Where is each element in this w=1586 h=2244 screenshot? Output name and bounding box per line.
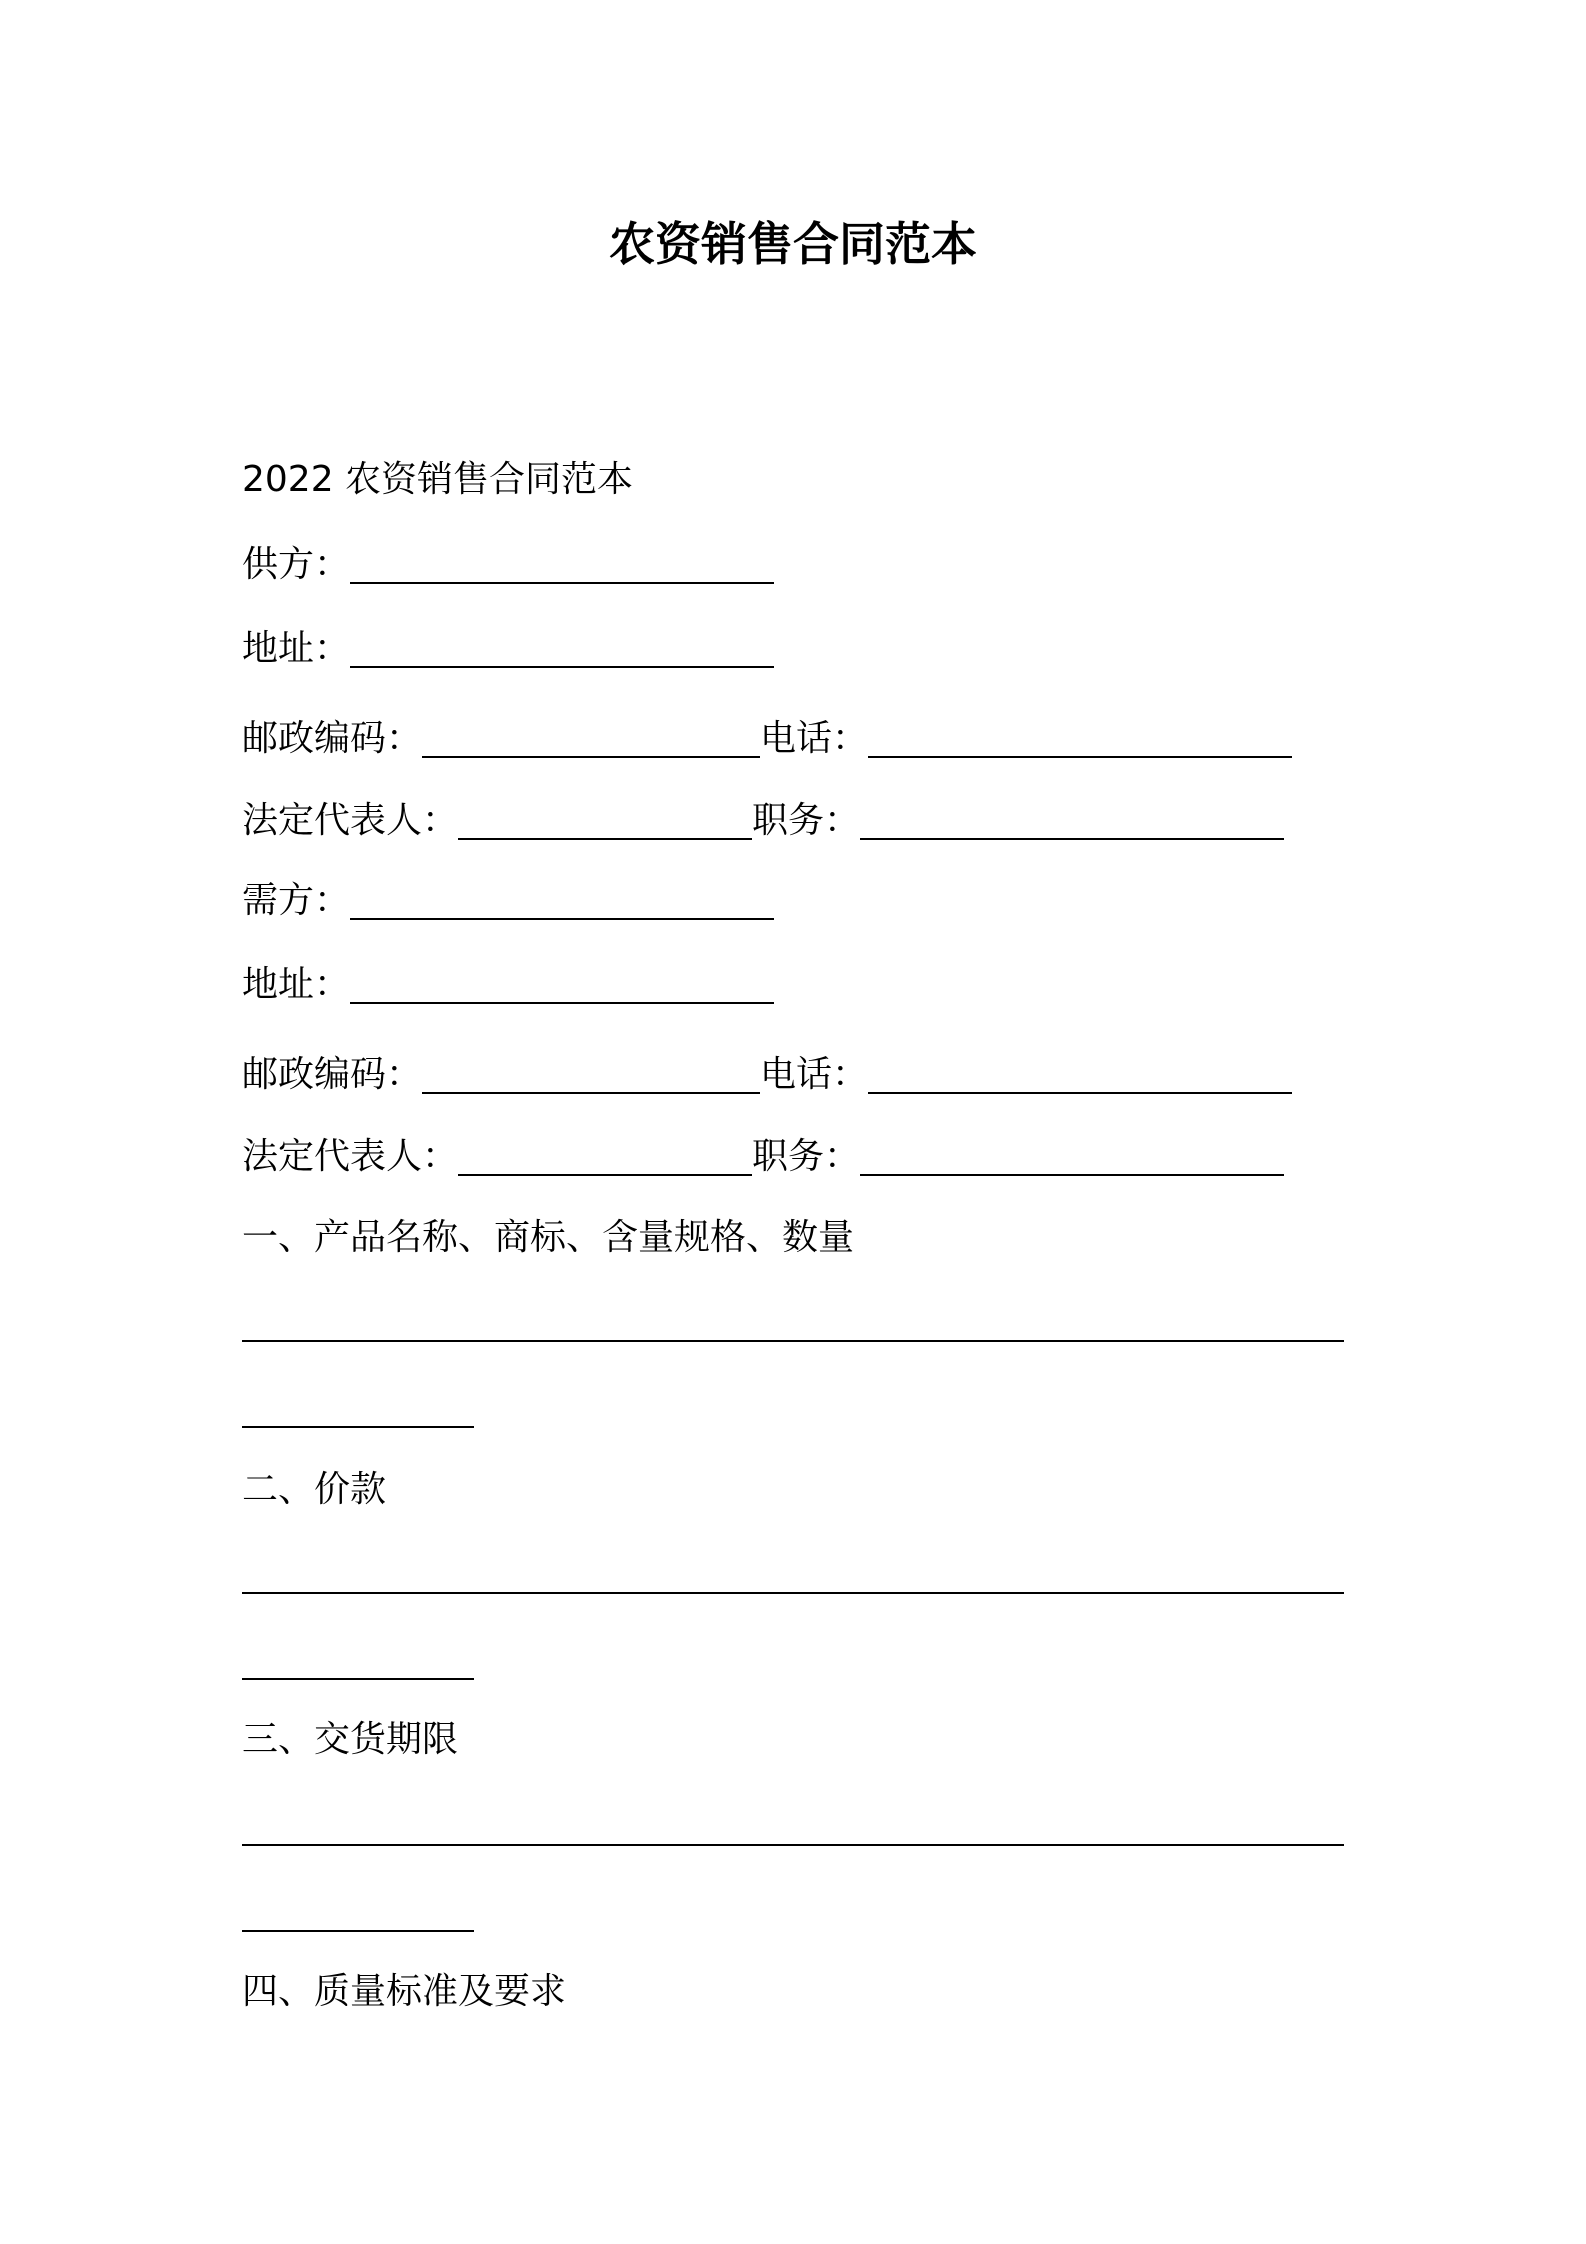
supplier-phone-label: 电话： <box>760 718 869 759</box>
supplier-postcode-label: 邮政编码： <box>242 718 423 759</box>
buyer-party-field[interactable] <box>350 880 774 920</box>
buyer-rep-field[interactable] <box>458 1136 752 1176</box>
supplier-position-label: 职务： <box>752 800 861 841</box>
section-1-blank-line[interactable] <box>242 1340 1344 1342</box>
document-title: 农资销售合同范本 <box>609 217 977 271</box>
section-2-blank-line-short[interactable] <box>242 1678 474 1680</box>
section-3-blank-line[interactable] <box>242 1844 1344 1846</box>
supplier-rep-label: 法定代表人： <box>242 800 459 841</box>
supplier-rep-row <box>242 790 1284 846</box>
supplier-contact-row <box>242 708 1292 764</box>
buyer-rep-row <box>242 1126 1284 1182</box>
supplier-party-field[interactable] <box>350 544 774 584</box>
supplier-address-label: 地址： <box>242 628 351 669</box>
supplier-rep-field[interactable] <box>458 800 752 840</box>
buyer-address-label: 地址： <box>242 964 351 1005</box>
document-subtitle: 2022 农资销售合同范本 <box>242 459 634 500</box>
buyer-address-field[interactable] <box>350 964 774 1004</box>
buyer-postcode-label: 邮政编码： <box>242 1054 423 1095</box>
section-heading: 一、产品名称、商标、含量规格、数量 <box>242 1217 855 1258</box>
section-heading: 三、交货期限 <box>242 1719 459 1760</box>
buyer-address-row <box>242 954 774 1010</box>
buyer-contact-row <box>242 1044 1292 1100</box>
buyer-position-label: 职务： <box>752 1136 861 1177</box>
supplier-party-label: 供方： <box>242 544 351 585</box>
buyer-rep-label: 法定代表人： <box>242 1136 459 1177</box>
supplier-address-row <box>242 618 774 674</box>
supplier-postcode-field[interactable] <box>422 718 760 758</box>
supplier-party-row <box>242 534 774 590</box>
buyer-party-label: 需方： <box>242 880 351 921</box>
supplier-address-field[interactable] <box>350 628 774 668</box>
supplier-position-field[interactable] <box>860 800 1284 840</box>
buyer-phone-label: 电话： <box>760 1054 869 1095</box>
buyer-phone-field[interactable] <box>868 1054 1292 1094</box>
buyer-position-field[interactable] <box>860 1136 1284 1176</box>
section-heading: 四、质量标准及要求 <box>242 1971 567 2012</box>
section-3-blank-line-short[interactable] <box>242 1930 474 1932</box>
section-heading: 二、价款 <box>242 1469 387 1510</box>
buyer-postcode-field[interactable] <box>422 1054 760 1094</box>
buyer-party-row <box>242 870 774 926</box>
section-1-blank-line-short[interactable] <box>242 1426 474 1428</box>
section-2-blank-line[interactable] <box>242 1592 1344 1594</box>
supplier-phone-field[interactable] <box>868 718 1292 758</box>
